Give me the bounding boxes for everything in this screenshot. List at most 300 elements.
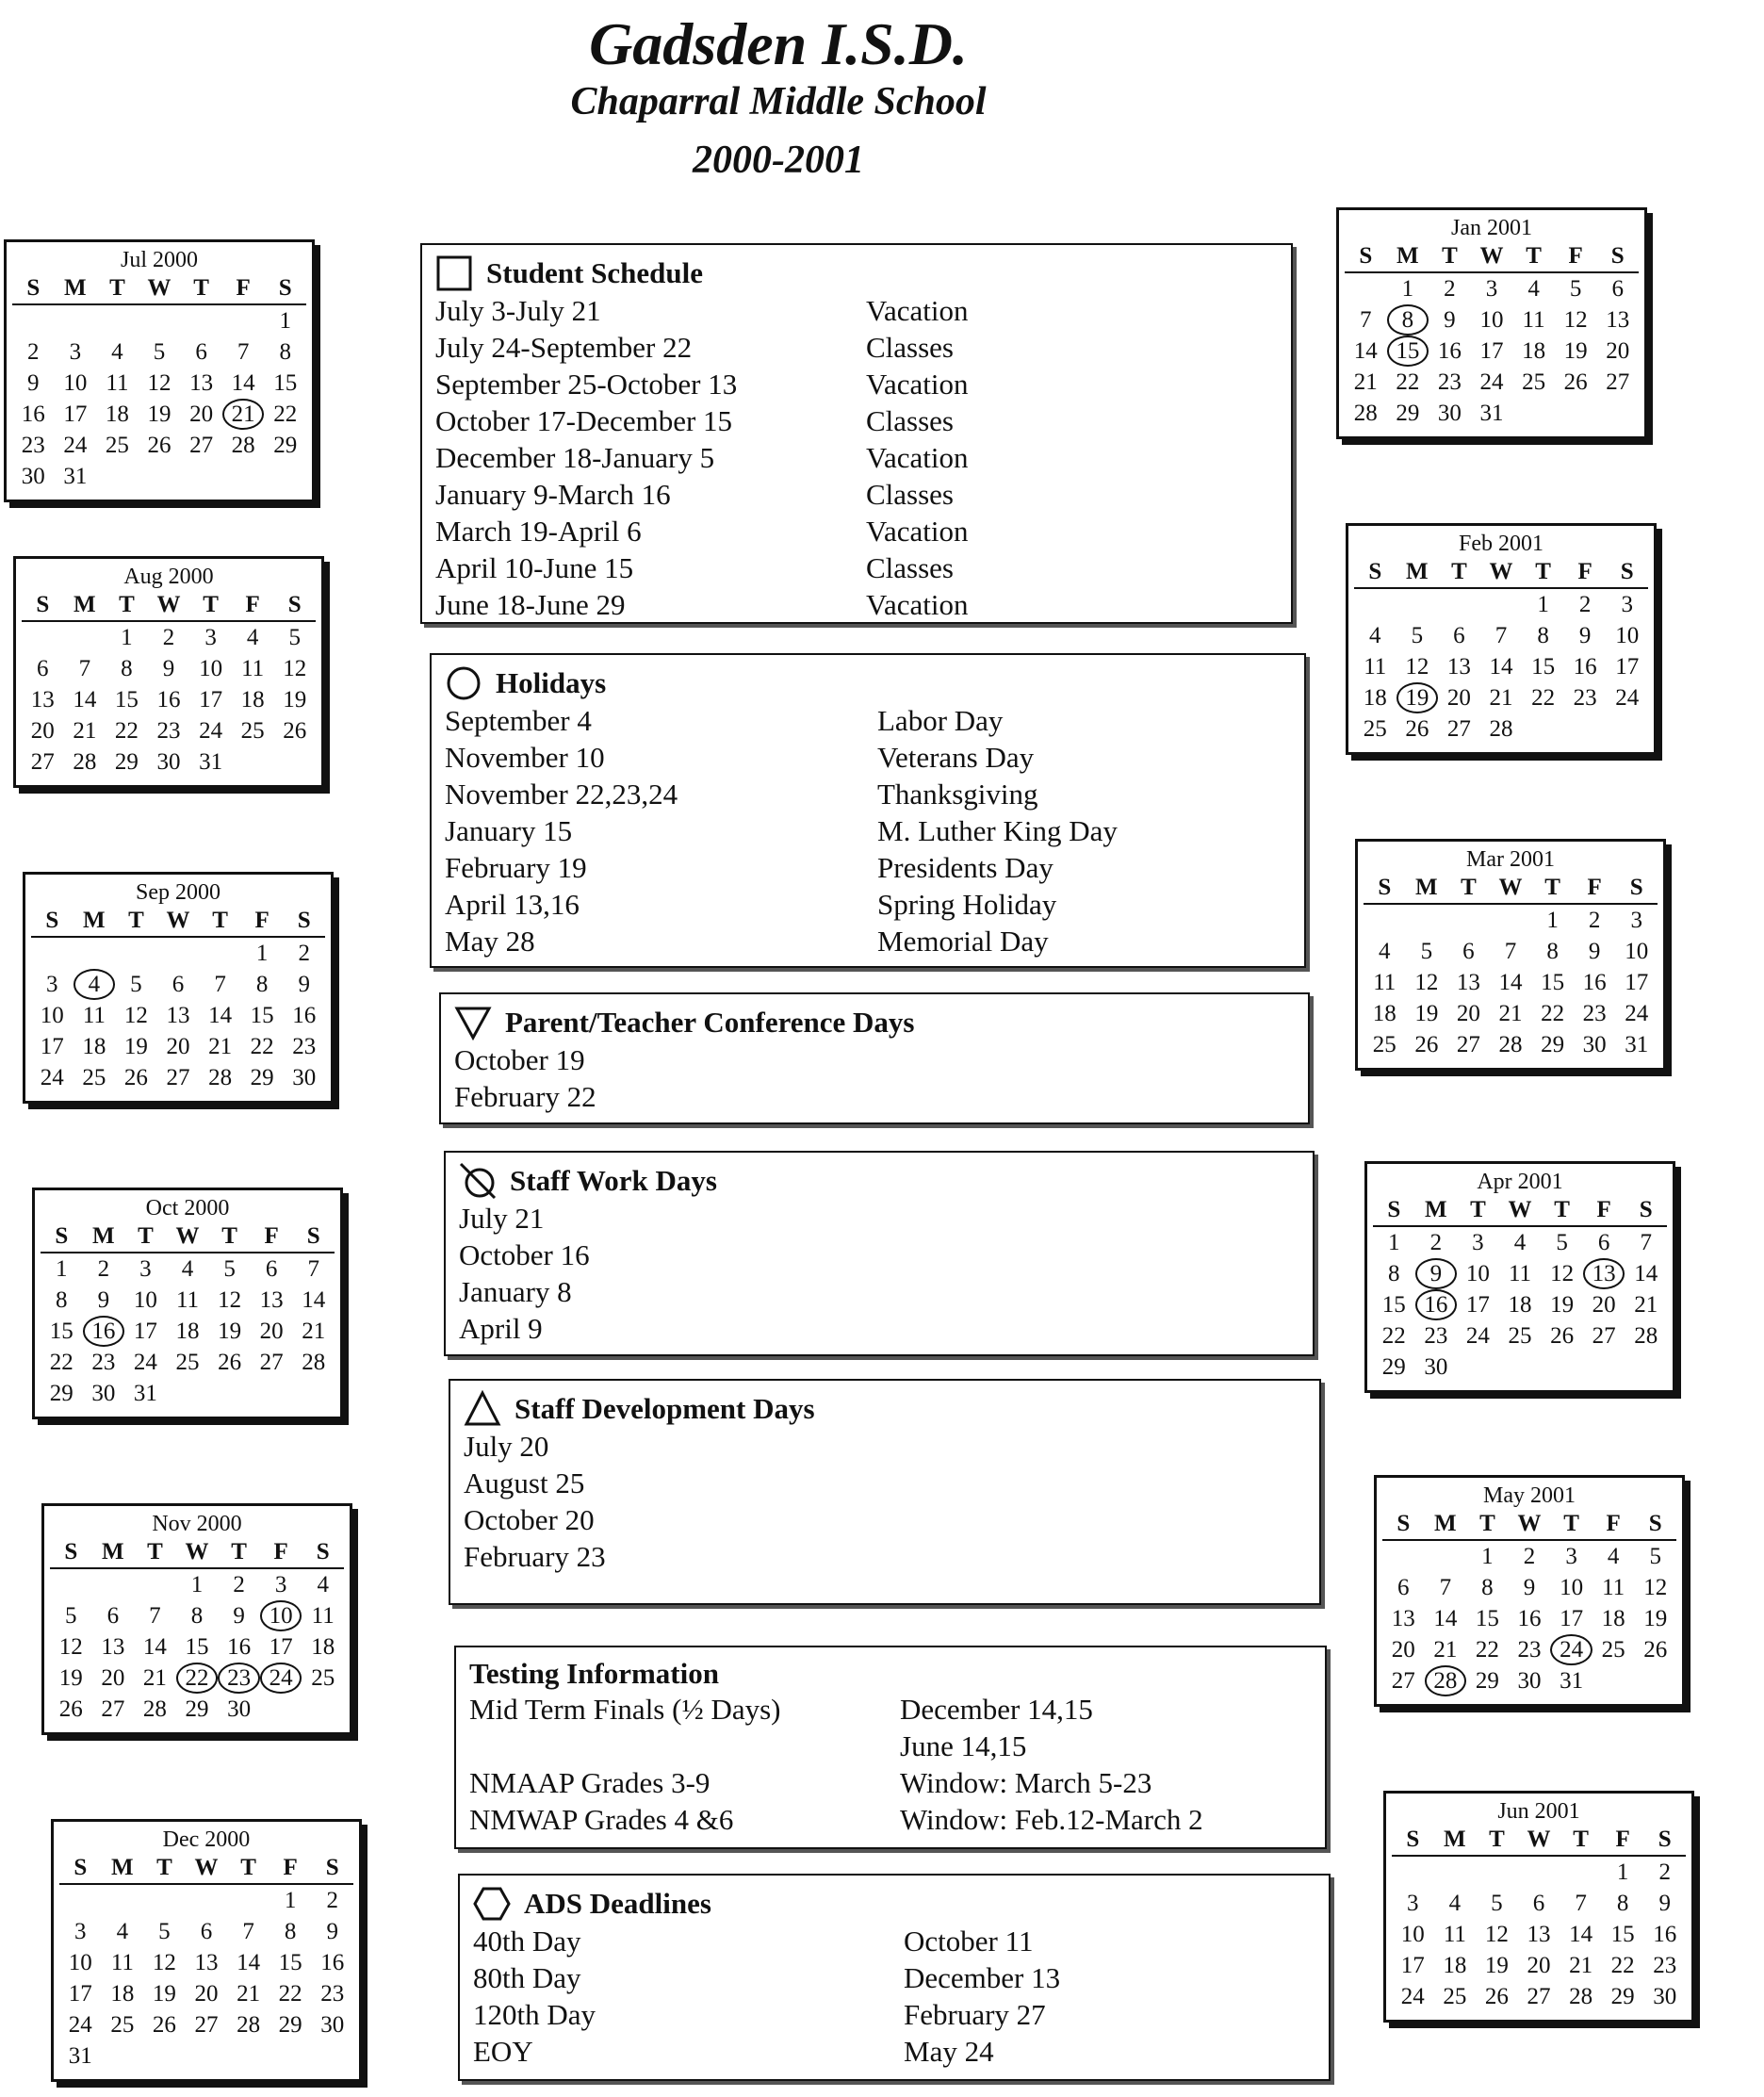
- row-label: June 18-June 29: [435, 588, 626, 621]
- ads-rows: [473, 1923, 1315, 2070]
- day-cell: 29: [185, 1696, 209, 1722]
- day-cell: 18: [1522, 338, 1546, 364]
- day-cell: 15: [1531, 654, 1556, 680]
- day-cell: 9: [326, 1919, 338, 1944]
- day-cell: 28: [1634, 1323, 1658, 1349]
- day-cell: 5: [65, 1603, 77, 1629]
- weekday-header: T: [1531, 875, 1574, 905]
- day-cell: 9: [1415, 1258, 1458, 1289]
- testing-title: Testing Information: [469, 1657, 719, 1690]
- day-cell: 17: [1465, 1292, 1490, 1318]
- day-cell: 1: [121, 625, 133, 650]
- day-cell: 31: [1560, 1668, 1584, 1694]
- weekday-header: T: [106, 592, 148, 622]
- day-cell: 28: [1569, 1984, 1593, 2009]
- day-cell: 17: [68, 1981, 92, 2007]
- day-cell: 15: [185, 1634, 209, 1660]
- day-cell: 23: [156, 718, 181, 744]
- day-cell: 4: [116, 1919, 129, 1944]
- day-cell: 3: [1565, 1544, 1577, 1569]
- day-cell: 31: [199, 749, 223, 775]
- day-cell: 14: [142, 1634, 167, 1660]
- day-cell: 11: [1522, 307, 1545, 333]
- staff-work-rows: [459, 1200, 1299, 1347]
- day-cell: 26: [123, 1065, 148, 1090]
- empty-day: [102, 1885, 144, 1916]
- day-cell: 7: [1494, 623, 1508, 648]
- row-label: November 10: [445, 741, 605, 774]
- day-cell: 25: [240, 718, 265, 744]
- row-value: Vacation: [866, 588, 969, 621]
- day-cell: 4: [1448, 1891, 1462, 1916]
- empty-day: [1392, 1857, 1434, 1888]
- date-item: July 20: [464, 1430, 549, 1463]
- staff-work-title: Staff Work Days: [510, 1164, 717, 1197]
- day-cell: 1: [1388, 1230, 1400, 1255]
- day-cell: 22: [1475, 1637, 1499, 1663]
- row-value: Classes: [866, 404, 954, 437]
- day-cell: 3: [139, 1256, 152, 1282]
- weekday-header: M: [74, 908, 116, 938]
- empty-day: [59, 1885, 102, 1916]
- up-triangle-icon: [464, 1390, 501, 1428]
- day-cell: 17: [269, 1634, 293, 1660]
- day-cell: 8: [190, 1603, 204, 1629]
- row-value: Window: Feb.12-March 2: [900, 1803, 1203, 1836]
- month-grid: [31, 908, 325, 1093]
- month-jul-2000: [4, 239, 315, 502]
- day-cell: 18: [175, 1319, 200, 1344]
- empty-day: [50, 1569, 92, 1600]
- day-cell: 22: [114, 718, 139, 744]
- day-cell: 15: [273, 370, 298, 396]
- empty-day: [1434, 1857, 1477, 1888]
- empty-day: [143, 1885, 186, 1916]
- day-cell: 8: [121, 656, 133, 681]
- day-cell: 7: [214, 972, 226, 997]
- weekday-header: T: [1522, 559, 1564, 589]
- day-cell: 12: [1405, 654, 1429, 680]
- empty-day: [1364, 905, 1406, 936]
- day-cell: 9: [233, 1603, 245, 1629]
- empty-day: [74, 938, 116, 969]
- month-grid: [1345, 243, 1639, 429]
- day-cell: 26: [1414, 1032, 1439, 1057]
- day-cell: 27: [1446, 716, 1471, 742]
- date-item: January 8: [459, 1275, 572, 1308]
- weekday-header: T: [1429, 243, 1471, 273]
- day-cell: 9: [97, 1287, 110, 1313]
- empty-day: [180, 305, 222, 336]
- day-cell: 21: [302, 1319, 326, 1344]
- day-cell: 14: [231, 370, 255, 396]
- day-cell: 17: [133, 1319, 157, 1344]
- day-cell: 6: [200, 1919, 213, 1944]
- day-cell: 2: [97, 1256, 110, 1282]
- month-aug-2000: [13, 556, 324, 788]
- weekday-header: S: [1643, 1827, 1686, 1857]
- date-item: April 9: [459, 1312, 543, 1345]
- day-cell: 21: [1489, 685, 1513, 711]
- day-cell: 10: [260, 1600, 302, 1631]
- testing-rows: [469, 1691, 1312, 1838]
- day-cell: 27: [101, 1696, 125, 1722]
- month-name: Jan 2001: [1451, 216, 1532, 240]
- empty-day: [31, 938, 74, 969]
- square-icon: [435, 254, 473, 292]
- day-cell: 25: [1601, 1637, 1625, 1663]
- day-cell: 22: [1381, 1323, 1406, 1349]
- month-grid: [22, 592, 316, 778]
- day-cell: 5: [1556, 1230, 1568, 1255]
- weekday-header: S: [50, 1539, 92, 1569]
- weekday-header: S: [31, 908, 74, 938]
- row-value: Vacation: [866, 294, 969, 327]
- row-label: December 18-January 5: [435, 441, 715, 474]
- day-cell: 2: [27, 339, 40, 365]
- day-cell: 12: [283, 656, 307, 681]
- day-cell: 1: [284, 1888, 297, 1913]
- day-cell: 18: [311, 1634, 335, 1660]
- day-cell: 28: [231, 433, 255, 458]
- day-cell: 6: [172, 972, 185, 997]
- empty-day: [1490, 905, 1532, 936]
- day-cell: 7: [149, 1603, 161, 1629]
- weekday-header: S: [1606, 559, 1648, 589]
- day-cell: 6: [37, 656, 49, 681]
- weekday-header: F: [1602, 1827, 1644, 1857]
- row-value: October 11: [904, 1925, 1034, 1958]
- empty-day: [1447, 905, 1490, 936]
- day-cell: 12: [147, 370, 172, 396]
- day-cell: 1: [1481, 1544, 1494, 1569]
- conference-rows: [454, 1041, 1295, 1115]
- day-cell: 10: [1625, 939, 1649, 964]
- month-name: Oct 2000: [145, 1196, 230, 1221]
- day-cell: 16: [83, 1316, 125, 1347]
- day-cell: 7: [78, 656, 91, 681]
- day-cell: 22: [1541, 1001, 1565, 1026]
- day-cell: 28: [1489, 716, 1513, 742]
- day-cell: 30: [1437, 401, 1462, 426]
- weekday-header: S: [273, 592, 316, 622]
- day-cell: 28: [1353, 401, 1378, 426]
- empty-day: [186, 1885, 228, 1916]
- row-value: Spring Holiday: [877, 888, 1057, 921]
- day-cell: 24: [133, 1350, 157, 1375]
- day-cell: 28: [1425, 1665, 1467, 1696]
- day-cell: 4: [1527, 276, 1540, 302]
- day-cell: 12: [1563, 307, 1588, 333]
- slashed-circle-icon: [459, 1162, 497, 1200]
- day-cell: 2: [1523, 1544, 1536, 1569]
- day-cell: 20: [1606, 338, 1630, 364]
- weekday-header: S: [1596, 243, 1639, 273]
- weekday-header: T: [143, 1855, 186, 1885]
- day-cell: 1: [255, 941, 269, 966]
- day-cell: 11: [241, 656, 265, 681]
- day-cell: 24: [260, 1663, 302, 1694]
- day-cell: 4: [1379, 939, 1391, 964]
- staff-dev-rows: [464, 1428, 1306, 1575]
- school-year: 2000-2001: [693, 139, 864, 182]
- month-oct-2000: [32, 1188, 343, 1419]
- date-item: October 16: [459, 1238, 590, 1271]
- day-cell: 9: [1658, 1891, 1671, 1916]
- day-cell: 24: [1615, 685, 1640, 711]
- day-cell: 30: [227, 1696, 252, 1722]
- day-cell: 25: [105, 433, 129, 458]
- day-cell: 20: [30, 718, 55, 744]
- day-cell: 8: [1388, 1261, 1400, 1286]
- day-cell: 19: [1563, 338, 1588, 364]
- weekday-header: S: [1345, 243, 1387, 273]
- weekday-header: W: [1490, 875, 1532, 905]
- day-cell: 20: [101, 1665, 125, 1691]
- month-grid: [50, 1539, 344, 1725]
- day-cell: 17: [1560, 1606, 1584, 1631]
- day-cell: 29: [49, 1381, 74, 1406]
- day-cell: 16: [320, 1950, 345, 1975]
- day-cell: 23: [1573, 685, 1597, 711]
- day-cell: 10: [68, 1950, 92, 1975]
- day-cell: 30: [292, 1065, 317, 1090]
- weekday-header: S: [1373, 1197, 1415, 1227]
- day-cell: 25: [1363, 716, 1387, 742]
- day-cell: 8: [1481, 1575, 1494, 1600]
- day-cell: 20: [1391, 1637, 1415, 1663]
- weekday-header: S: [1634, 1511, 1676, 1541]
- month-sep-2000: [23, 872, 334, 1104]
- month-name: Feb 2001: [1459, 532, 1544, 556]
- month-grid: [1354, 559, 1648, 745]
- day-cell: 22: [49, 1350, 74, 1375]
- day-cell: 20: [194, 1981, 219, 2007]
- weekday-header: T: [1447, 875, 1490, 905]
- day-cell: 9: [162, 656, 175, 681]
- month-name: Aug 2000: [123, 565, 214, 589]
- day-cell: 29: [250, 1065, 274, 1090]
- day-cell: 1: [1537, 592, 1549, 617]
- row-value: Presidents Day: [877, 851, 1054, 884]
- day-cell: 25: [1372, 1032, 1396, 1057]
- row-label: 120th Day: [473, 1998, 596, 2031]
- day-cell: 16: [1582, 970, 1607, 995]
- empty-day: [1354, 589, 1396, 620]
- weekday-header: M: [64, 592, 106, 622]
- holidays-rows: [445, 702, 1291, 959]
- month-name: Sep 2000: [136, 880, 220, 905]
- day-cell: 15: [1610, 1922, 1635, 1947]
- weekday-header: T: [96, 275, 139, 305]
- weekday-header: M: [92, 1539, 135, 1569]
- day-cell: 3: [1407, 1891, 1419, 1916]
- month-may-2001: [1374, 1475, 1685, 1707]
- student-schedule-title: Student Schedule: [486, 256, 703, 289]
- day-cell: 22: [1531, 685, 1556, 711]
- day-cell: 19: [152, 1981, 176, 2007]
- weekday-header: F: [1555, 243, 1597, 273]
- day-cell: 14: [237, 1950, 261, 1975]
- empty-day: [1518, 1857, 1560, 1888]
- day-cell: 16: [1517, 1606, 1542, 1631]
- weekday-header: W: [186, 1855, 228, 1885]
- weekday-header: T: [1438, 559, 1480, 589]
- day-cell: 25: [1508, 1323, 1532, 1349]
- day-cell: 26: [1484, 1984, 1509, 2009]
- day-cell: 30: [320, 2012, 345, 2038]
- day-cell: 5: [223, 1256, 236, 1282]
- day-cell: 29: [114, 749, 139, 775]
- day-cell: 14: [1634, 1261, 1658, 1286]
- empty-day: [157, 938, 200, 969]
- day-cell: 7: [1439, 1575, 1452, 1600]
- day-cell: 3: [274, 1572, 287, 1597]
- day-cell: 7: [307, 1256, 319, 1282]
- row-value: December 14,15: [900, 1693, 1093, 1726]
- weekday-header: F: [270, 1855, 312, 1885]
- day-cell: 29: [278, 2012, 302, 2038]
- day-cell: 12: [1484, 1922, 1509, 1947]
- month-name: May 2001: [1483, 1483, 1576, 1508]
- weekday-header: T: [115, 908, 157, 938]
- day-cell: 4: [246, 625, 259, 650]
- weekday-header: T: [208, 1223, 251, 1253]
- row-label: October 17-December 15: [435, 404, 733, 437]
- day-cell: 12: [1550, 1261, 1575, 1286]
- day-cell: 27: [259, 1350, 284, 1375]
- day-cell: 28: [237, 2012, 261, 2038]
- date-item: August 25: [464, 1466, 585, 1499]
- day-cell: 3: [1472, 1230, 1484, 1255]
- day-cell: 27: [194, 2012, 219, 2038]
- day-cell: 1: [190, 1572, 204, 1597]
- day-cell: 29: [1610, 1984, 1635, 2009]
- day-cell: 13: [1446, 654, 1471, 680]
- day-cell: 21: [142, 1665, 167, 1691]
- day-cell: 13: [1527, 1922, 1551, 1947]
- day-cell: 12: [123, 1003, 148, 1028]
- day-cell: 18: [1601, 1606, 1625, 1631]
- day-cell: 1: [1546, 908, 1559, 933]
- conference-title: Parent/Teacher Conference Days: [505, 1006, 915, 1039]
- day-cell: 11: [1508, 1261, 1532, 1286]
- day-cell: 20: [189, 401, 214, 427]
- holidays-box: [430, 653, 1306, 968]
- day-cell: 16: [292, 1003, 317, 1028]
- weekday-header: W: [148, 592, 190, 622]
- empty-day: [199, 938, 241, 969]
- day-cell: 5: [1420, 939, 1433, 964]
- month-grid: [59, 1855, 353, 2072]
- day-cell: 28: [1498, 1032, 1523, 1057]
- day-cell: 22: [273, 401, 298, 427]
- day-cell: 27: [1606, 369, 1630, 395]
- day-cell: 13: [1456, 970, 1480, 995]
- day-cell: 17: [1400, 1953, 1425, 1978]
- day-cell: 30: [1517, 1668, 1542, 1694]
- day-cell: 10: [1400, 1922, 1425, 1947]
- row-value: Veterans Day: [877, 741, 1035, 774]
- day-cell: 15: [1381, 1292, 1406, 1318]
- day-cell: 13: [1606, 307, 1630, 333]
- empty-day: [1345, 273, 1387, 304]
- day-cell: 18: [1372, 1001, 1396, 1026]
- day-cell: 8: [1387, 304, 1429, 336]
- day-cell: 13: [30, 687, 55, 713]
- month-dec-2000: [51, 1819, 362, 2082]
- day-cell: 14: [1433, 1606, 1458, 1631]
- empty-day: [139, 305, 181, 336]
- month-jan-2001: [1336, 207, 1647, 439]
- weekday-header: W: [1480, 559, 1523, 589]
- day-cell: 16: [1573, 654, 1597, 680]
- row-value: February 27: [904, 1998, 1046, 2031]
- circle-icon: [445, 664, 482, 702]
- day-cell: 2: [1588, 908, 1601, 933]
- month-nov-2000: [41, 1503, 352, 1735]
- day-cell: 20: [166, 1034, 190, 1059]
- row-label: February 19: [445, 851, 587, 884]
- weekday-header: M: [1396, 559, 1439, 589]
- row-label: March 19-April 6: [435, 515, 642, 548]
- day-cell: 30: [1424, 1354, 1448, 1380]
- day-cell: 2: [1658, 1859, 1671, 1885]
- day-cell: 2: [1429, 1230, 1443, 1255]
- day-cell: 30: [91, 1381, 116, 1406]
- day-cell: 16: [1437, 338, 1462, 364]
- day-cell: 25: [175, 1350, 200, 1375]
- empty-day: [96, 305, 139, 336]
- day-cell: 22: [278, 1981, 302, 2007]
- day-cell: 19: [58, 1665, 83, 1691]
- day-cell: 18: [82, 1034, 106, 1059]
- row-label: January 9-March 16: [435, 478, 671, 511]
- weekday-header: F: [1592, 1511, 1635, 1541]
- weekday-header: S: [302, 1539, 344, 1569]
- empty-day: [134, 1569, 176, 1600]
- day-cell: 31: [133, 1381, 157, 1406]
- weekday-header: S: [1354, 559, 1396, 589]
- weekday-header: S: [59, 1855, 102, 1885]
- weekday-header: T: [124, 1223, 167, 1253]
- row-value: Labor Day: [877, 704, 1004, 737]
- month-grid: [1382, 1511, 1676, 1696]
- student-schedule-box: [420, 243, 1293, 624]
- day-cell: 21: [1569, 1953, 1593, 1978]
- day-cell: 30: [156, 749, 181, 775]
- day-cell: 15: [49, 1319, 74, 1344]
- day-cell: 6: [1453, 623, 1465, 648]
- day-cell: 9: [27, 370, 40, 396]
- day-cell: 10: [199, 656, 223, 681]
- day-cell: 20: [1592, 1292, 1616, 1318]
- date-item: October 20: [464, 1503, 595, 1536]
- day-cell: 19: [218, 1319, 242, 1344]
- day-cell: 8: [1616, 1891, 1629, 1916]
- day-cell: 21: [222, 399, 265, 430]
- day-cell: 27: [1456, 1032, 1480, 1057]
- row-label: November 22,23,24: [445, 778, 678, 811]
- student-schedule-rows: [435, 292, 1278, 623]
- day-cell: 21: [1433, 1637, 1458, 1663]
- date-item: February 22: [454, 1080, 596, 1113]
- weekday-header: S: [1625, 1197, 1667, 1227]
- weekday-header: T: [1541, 1197, 1583, 1227]
- day-cell: 18: [110, 1981, 135, 2007]
- day-cell: 31: [68, 2043, 92, 2069]
- month-name: Mar 2001: [1466, 847, 1555, 872]
